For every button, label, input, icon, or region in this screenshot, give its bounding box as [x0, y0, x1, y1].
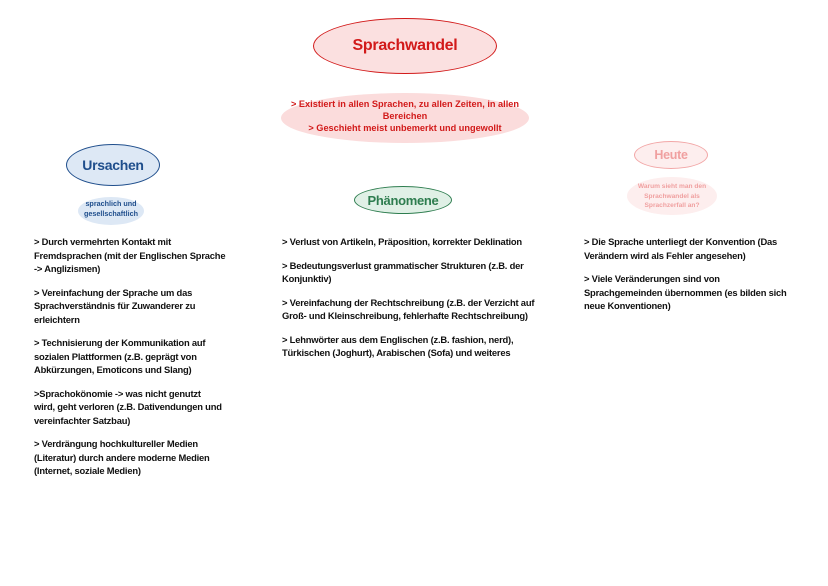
phaenomene-item: > Vereinfachung der Rechtschreibung (z.B. der Verzicht auf Groß- und Kleinschreibung, fehlerhafte Rechtschreibung)	[282, 296, 535, 321]
main-subtitle-line: > Existiert in allen Sprachen, zu allen Zeiten, in allen	[291, 99, 519, 109]
heute-subtitle-line: Sprachzerfall an?	[644, 202, 700, 209]
main-subtitle	[288, 98, 522, 134]
ursachen-subtitle-line: sprachlich und	[85, 199, 137, 208]
phaenomene-item: > Lehnwörter aus dem Englischen (z.B. fashion, nerd), Türkischen (Joghurt), Arabischen (Sofa) und weiteres	[282, 333, 514, 358]
ursachen-item: > Verdrängung hochkultureller Medien (Literatur) durch andere moderne Medien (Internet, soziale Medien)	[34, 438, 210, 476]
heute-title: Heute	[654, 148, 688, 162]
ursachen-item: > Technisierung der Kommunikation auf sozialen Plattformen (z.B. geprägt von Abkürzungen, Emoticons und Slang)	[34, 337, 206, 375]
phaenomene-title: Phänomene	[367, 192, 439, 208]
heute-subtitle-line: Warum sieht man den	[637, 183, 707, 190]
phaenomene-item: > Bedeutungsverlust grammatischer Strukturen (z.B. der Konjunktiv)	[282, 259, 524, 284]
phaenomene-item: > Verlust von Artikeln, Präposition, korrekter Deklination	[282, 236, 522, 247]
ursachen-item: > Durch vermehrten Kontakt mit Fremdsprachen (mit der Englischen Sprache -> Anglizismen)	[34, 236, 226, 274]
heute-subtitle-line: Sprachwandel als	[644, 192, 700, 200]
ursachen-list	[34, 235, 234, 488]
main-topic-node	[313, 18, 497, 74]
phaenomene-list	[282, 235, 544, 370]
main-topic-title: Sprachwandel	[352, 37, 458, 54]
ursachen-node	[66, 144, 160, 186]
ursachen-item: >Sprachokönomie -> was nicht genutzt wird, geht verloren (z.B. Dativendungen und vereinfachter Satzbau)	[34, 387, 222, 426]
main-subtitle-line: > Geschieht meist unbemerkt und ungewollt	[308, 123, 502, 133]
heute-list	[584, 235, 790, 323]
phaenomene-node	[354, 186, 452, 214]
ursachen-title: Ursachen	[82, 157, 144, 173]
heute-item: > Viele Veränderungen sind von Sprachgemeinden übernommen (es bilden sich neue Konventionen)	[584, 273, 787, 311]
heute-subtitle	[627, 182, 717, 211]
heute-item: > Die Sprache unterliegt der Konvention (Das Verändern wird als Fehler angesehen)	[584, 236, 778, 261]
ursachen-item: > Vereinfachung der Sprache um das Sprachverständnis für Zuwanderer zu erleichtern	[34, 286, 196, 325]
ursachen-subtitle-line: gesellschaftlich	[84, 209, 138, 218]
heute-node	[634, 141, 708, 169]
ursachen-subtitle	[78, 199, 144, 219]
main-subtitle-line: Bereichen	[382, 111, 428, 121]
